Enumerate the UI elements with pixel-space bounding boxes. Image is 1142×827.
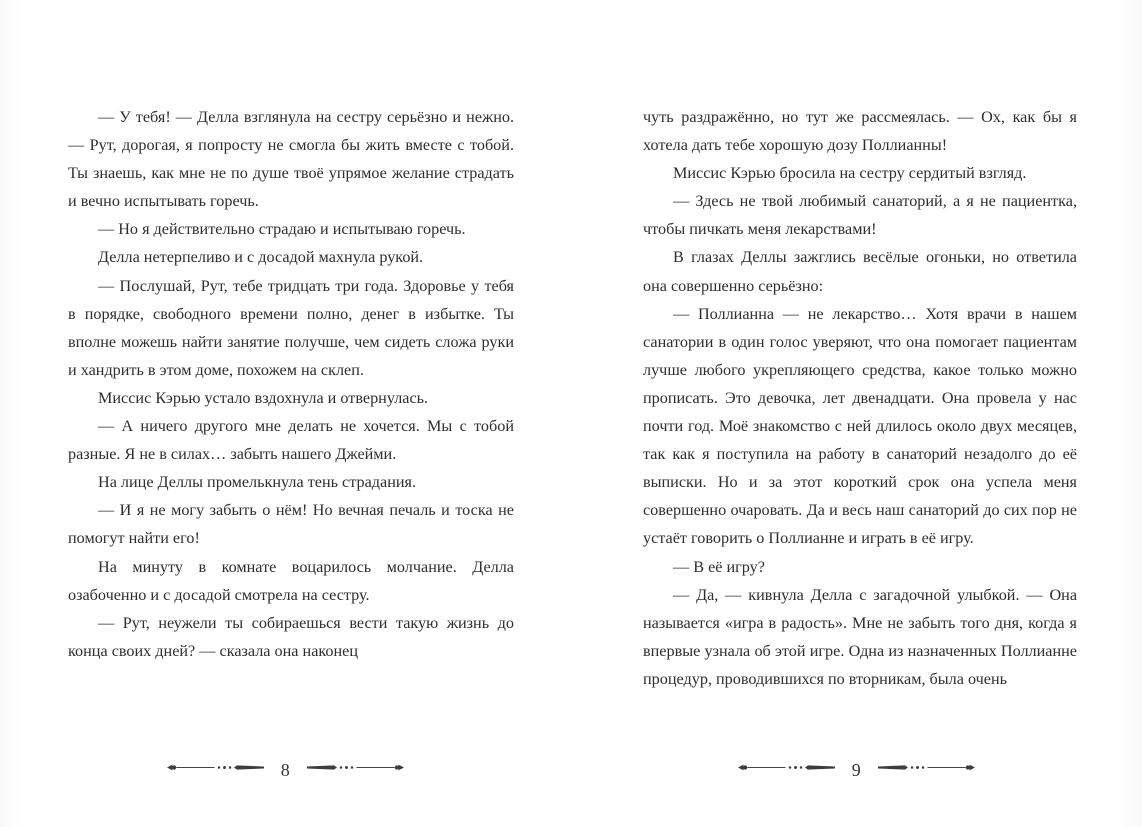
paragraph: — В её игру? <box>673 557 765 576</box>
paragraph: — У тебя! — Делла взглянула на сестру серьёзно и нежно. — Рут, дорогая, я попросту не смогла бы жить вместе с тобой. Ты знаешь, как мне не по душе твоё упрямое желание страдать и вечно испытывать горечь. <box>68 108 514 211</box>
ornament-rule-icon <box>873 761 977 779</box>
page-left-text-column <box>68 103 514 665</box>
folio-right <box>571 761 1142 779</box>
paragraph: В глазах Деллы зажглись весёлые огоньки, но ответила она совершенно серьёзно: <box>643 248 1077 295</box>
paragraph: — Рут, неужели ты собираешься вести такую жизнь до конца своих дней? — сказала она наконец <box>68 613 514 660</box>
page-number: 8 <box>280 760 291 780</box>
paragraph: — Поллианна — не лекарство… Хотя врачи в нашем санатории в один голос уверяют, что она помогает пациентам лучше любого укрепляющего средства, какое только можно прописать. Это девочка, лет двенадцати. Она провела у нас почти год. Моё знакомство с ней длилось около двух месяцев, так как я поступила на работу в санаторий незадолго до её выписки. Но и за этот короткий срок она успела меня совершенно очаровать. Да и весь наш санаторий до сих пор не устаёт говорить о Поллианне и играть в её игру. <box>643 304 1077 548</box>
paragraph: На лице Деллы промелькнула тень страдания. <box>98 473 417 492</box>
paragraph: — И я не могу забыть о нём! Но вечная печаль и тоска не помогут найти его! <box>68 501 514 548</box>
paragraph: — Но я действительно страдаю и испытываю горечь. <box>98 220 466 239</box>
paragraph: — Да, — кивнула Делла с загадочной улыбкой. — Она называется «игра в радость». Мне не забыть того дня, когда я впервые узнала об этой игре. Одна из назначенных Поллианне процедур, проводившихся по вторникам, была очень <box>643 585 1077 688</box>
page-right-text-column <box>643 103 1077 693</box>
page-number: 9 <box>851 760 862 780</box>
paragraph: Миссис Кэрью бросила на сестру сердитый взгляд. <box>673 164 1027 183</box>
ornament-rule-icon <box>736 761 840 779</box>
ornament-rule-icon <box>302 761 406 779</box>
ornament-rule-icon <box>165 761 269 779</box>
paragraph: На минуту в комнате воцарилось молчание. Делла озабоченно и с досадой смотрела на сестру. <box>68 557 514 604</box>
paragraph: — Послушай, Рут, тебе тридцать три года. Здоровье у тебя в порядке, свободного времени полно, денег в избытке. Ты вполне можешь найти занятие получше, чем сидеть сложа руки и хандрить в этом доме, похожем на склеп. <box>68 276 514 379</box>
paragraph: Делла нетерпеливо и с досадой махнула рукой. <box>98 248 424 267</box>
paragraph: — А ничего другого мне делать не хочется. Мы с тобой разные. Я не в силах… забыть нашего Джейми. <box>68 417 514 464</box>
paragraph: — Здесь не твой любимый санаторий, а я не пациентка, чтобы пичкать меня лекарствами! <box>643 192 1077 239</box>
page-right <box>571 0 1142 827</box>
paragraph: чуть раздражённо, но тут же рассмеялась. — Ох, как бы я хотела дать тебе хорошую дозу Поллианны! <box>643 108 1077 155</box>
folio-left <box>0 761 571 779</box>
paragraph: Миссис Кэрью устало вздохнула и отвернулась. <box>98 388 429 407</box>
